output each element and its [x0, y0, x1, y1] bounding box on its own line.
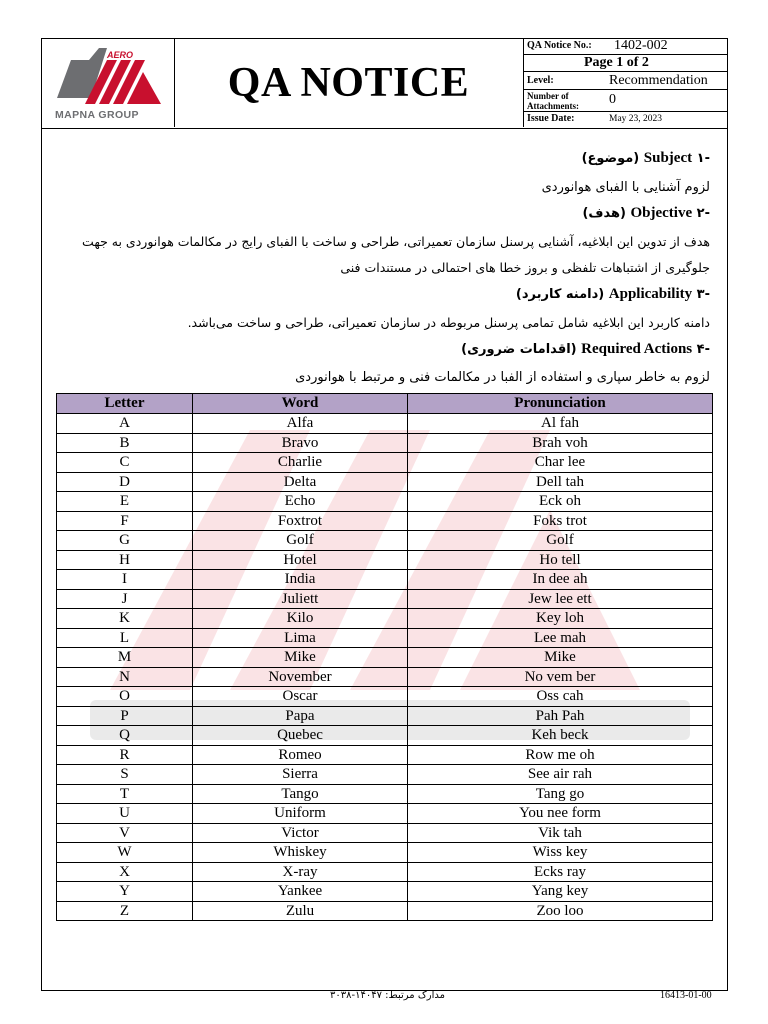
notice-number-row	[524, 38, 728, 55]
pronunciation-cell: Tang go	[408, 784, 713, 804]
section-applicability-text: دامنه کاربرد این ابلاغیه شامل تمامی پرسنل مربوطه در سازمان تعمیراتی، طراحی و ساخت می‌باشد.	[187, 315, 710, 330]
pronunciation-cell: Mike	[408, 648, 713, 668]
letter-cell: S	[57, 765, 193, 785]
table-row	[57, 765, 713, 785]
letter-cell: X	[57, 862, 193, 882]
word-cell: Oscar	[193, 687, 408, 707]
table-row	[57, 453, 713, 473]
letter-cell: M	[57, 648, 193, 668]
table-row	[57, 901, 713, 921]
letter-cell: N	[57, 667, 193, 687]
word-cell: Alfa	[193, 414, 408, 434]
table-row	[57, 726, 713, 746]
section-3-title-en: Applicability	[608, 286, 693, 302]
letter-cell: O	[57, 687, 193, 707]
column-header-letter: Letter	[57, 394, 193, 414]
letter-cell: F	[57, 511, 193, 531]
letter-cell: E	[57, 492, 193, 512]
word-cell: Papa	[193, 706, 408, 726]
page-number: Page 1 of 2	[584, 55, 649, 70]
word-cell: Yankee	[193, 882, 408, 902]
pronunciation-cell: Lee mah	[408, 628, 713, 648]
table-row	[57, 804, 713, 824]
issue-date-row	[524, 112, 728, 127]
logo-aero-text: AERO	[107, 50, 134, 60]
pronunciation-cell: Eck oh	[408, 492, 713, 512]
pronunciation-cell: Brah voh	[408, 433, 713, 453]
section-4-title-en: Required Actions	[581, 341, 693, 357]
word-cell: Tango	[193, 784, 408, 804]
table-row	[57, 628, 713, 648]
issue-date-value: May 23, 2023	[609, 114, 663, 124]
column-header-word: Word	[193, 394, 408, 414]
section-2-number: -۲	[696, 206, 710, 221]
issue-date-label: Issue Date:	[527, 113, 575, 124]
section-actions-text: لزوم به خاطر سپاری و استفاده از الفبا در مکالمات فنی و مرتبط با هوانوردی	[295, 370, 710, 385]
section-2-title-en: Objective	[630, 205, 693, 221]
pronunciation-cell: Ecks ray	[408, 862, 713, 882]
section-1-title-en: Subject	[643, 150, 693, 166]
meta-info	[524, 38, 728, 127]
word-cell: Victor	[193, 823, 408, 843]
table-row	[57, 433, 713, 453]
page-row	[524, 55, 728, 72]
letter-cell: W	[57, 843, 193, 863]
letter-cell: U	[57, 804, 193, 824]
pronunciation-cell: Vik tah	[408, 823, 713, 843]
letter-cell: P	[57, 706, 193, 726]
attachments-row	[524, 90, 728, 112]
section-1-title-fa: (موضوع)	[581, 151, 640, 166]
word-cell: Romeo	[193, 745, 408, 765]
pronunciation-cell: Oss cah	[408, 687, 713, 707]
word-cell: Uniform	[193, 804, 408, 824]
pronunciation-cell: Golf	[408, 531, 713, 551]
pronunciation-cell: You nee form	[408, 804, 713, 824]
table-row	[57, 511, 713, 531]
word-cell: Mike	[193, 648, 408, 668]
pronunciation-cell: Row me oh	[408, 745, 713, 765]
pronunciation-cell: Jew lee ett	[408, 589, 713, 609]
pronunciation-cell: Keh beck	[408, 726, 713, 746]
letter-cell: I	[57, 570, 193, 590]
word-cell: Kilo	[193, 609, 408, 629]
mapna-aero-logo-icon	[41, 38, 174, 127]
footer-form-code: 16413-01-00	[660, 990, 712, 1001]
table-row	[57, 589, 713, 609]
word-cell: Quebec	[193, 726, 408, 746]
word-cell: Golf	[193, 531, 408, 551]
word-cell: Delta	[193, 472, 408, 492]
word-cell: Charlie	[193, 453, 408, 473]
word-cell: Whiskey	[193, 843, 408, 863]
letter-cell: L	[57, 628, 193, 648]
section-subject-heading	[582, 150, 710, 167]
table-row	[57, 687, 713, 707]
level-label: Level:	[527, 75, 554, 86]
letter-cell: B	[57, 433, 193, 453]
word-cell: Hotel	[193, 550, 408, 570]
level-value: Recommendation	[609, 73, 708, 88]
title-cell	[174, 38, 524, 127]
table-row	[57, 745, 713, 765]
section-3-title-fa: (دامنه کاربرد)	[515, 287, 605, 302]
letter-cell: J	[57, 589, 193, 609]
letter-cell: H	[57, 550, 193, 570]
section-1-number: -۱	[696, 151, 710, 166]
word-cell: Juliett	[193, 589, 408, 609]
section-actions-heading	[461, 341, 710, 358]
section-applicability-heading	[516, 286, 710, 303]
letter-cell: D	[57, 472, 193, 492]
word-cell: Bravo	[193, 433, 408, 453]
section-objective-heading	[582, 205, 710, 222]
word-cell: November	[193, 667, 408, 687]
letter-cell: R	[57, 745, 193, 765]
letter-cell: K	[57, 609, 193, 629]
pronunciation-cell: Pah Pah	[408, 706, 713, 726]
pronunciation-cell: Foks trot	[408, 511, 713, 531]
pronunciation-cell: No vem ber	[408, 667, 713, 687]
attachments-label	[527, 91, 579, 111]
footer-related-documents: مدارک مرتبط: ۱۴۰۴۷-۳۰۳۸	[330, 990, 446, 1001]
attachments-label-line1: Number of	[527, 91, 569, 101]
pronunciation-cell: Wiss key	[408, 843, 713, 863]
pronunciation-cell: Al fah	[408, 414, 713, 434]
attachments-label-line2: Attachments:	[527, 101, 579, 111]
table-body	[57, 414, 713, 921]
section-4-number: -۴	[696, 342, 710, 357]
table-row	[57, 570, 713, 590]
table-row	[57, 472, 713, 492]
letter-cell: G	[57, 531, 193, 551]
pronunciation-cell: Yang key	[408, 882, 713, 902]
table-row	[57, 882, 713, 902]
word-cell: India	[193, 570, 408, 590]
letter-cell: Y	[57, 882, 193, 902]
table-row	[57, 648, 713, 668]
word-cell: Lima	[193, 628, 408, 648]
pronunciation-cell: Ho tell	[408, 550, 713, 570]
pronunciation-cell: Char lee	[408, 453, 713, 473]
letter-cell: Z	[57, 901, 193, 921]
word-cell: Echo	[193, 492, 408, 512]
letter-cell: C	[57, 453, 193, 473]
section-objective-text-2: جلوگیری از اشتباهات تلفظی و بروز خطا های احتمالی در مستندات فنی	[340, 260, 710, 275]
document-title: QA NOTICE	[227, 59, 470, 106]
table-row	[57, 667, 713, 687]
pronunciation-cell: See air rah	[408, 765, 713, 785]
table-row	[57, 784, 713, 804]
table-row	[57, 609, 713, 629]
phonetic-alphabet-table	[56, 393, 713, 921]
table-row	[57, 492, 713, 512]
word-cell: Zulu	[193, 901, 408, 921]
section-3-number: -۳	[696, 287, 710, 302]
pronunciation-cell: Key loh	[408, 609, 713, 629]
section-2-title-fa: (هدف)	[582, 206, 626, 221]
table-row	[57, 862, 713, 882]
notice-number-value: 1402-002	[614, 38, 668, 53]
level-row	[524, 72, 728, 90]
word-cell: Sierra	[193, 765, 408, 785]
table-row	[57, 414, 713, 434]
table-header-row	[57, 394, 713, 414]
column-header-pronunciation: Pronunciation	[408, 394, 713, 414]
section-objective-text-1: هدف از تدوین این ابلاغیه، آشنایی پرسنل سازمان تعمیراتی، طراحی و ساخت با الفبای رایج در مکالمات هوانوردی به جهت	[82, 234, 710, 249]
logo-group-text: MAPNA GROUP	[55, 109, 139, 121]
table-row	[57, 531, 713, 551]
pronunciation-cell: Dell tah	[408, 472, 713, 492]
attachments-value: 0	[609, 92, 616, 107]
word-cell: X-ray	[193, 862, 408, 882]
letter-cell: A	[57, 414, 193, 434]
section-4-title-fa: (اقدامات ضروری)	[461, 342, 577, 357]
pronunciation-cell: In dee ah	[408, 570, 713, 590]
word-cell: Foxtrot	[193, 511, 408, 531]
section-subject-text: لزوم آشنایی با الفبای هوانوردی	[541, 180, 710, 195]
document-header	[41, 38, 728, 129]
letter-cell: Q	[57, 726, 193, 746]
table-row	[57, 550, 713, 570]
table-row	[57, 706, 713, 726]
pronunciation-cell: Zoo loo	[408, 901, 713, 921]
letter-cell: V	[57, 823, 193, 843]
letter-cell: T	[57, 784, 193, 804]
table-row	[57, 823, 713, 843]
table-row	[57, 843, 713, 863]
notice-number-label: QA Notice No.:	[527, 40, 592, 51]
logo	[41, 38, 175, 127]
